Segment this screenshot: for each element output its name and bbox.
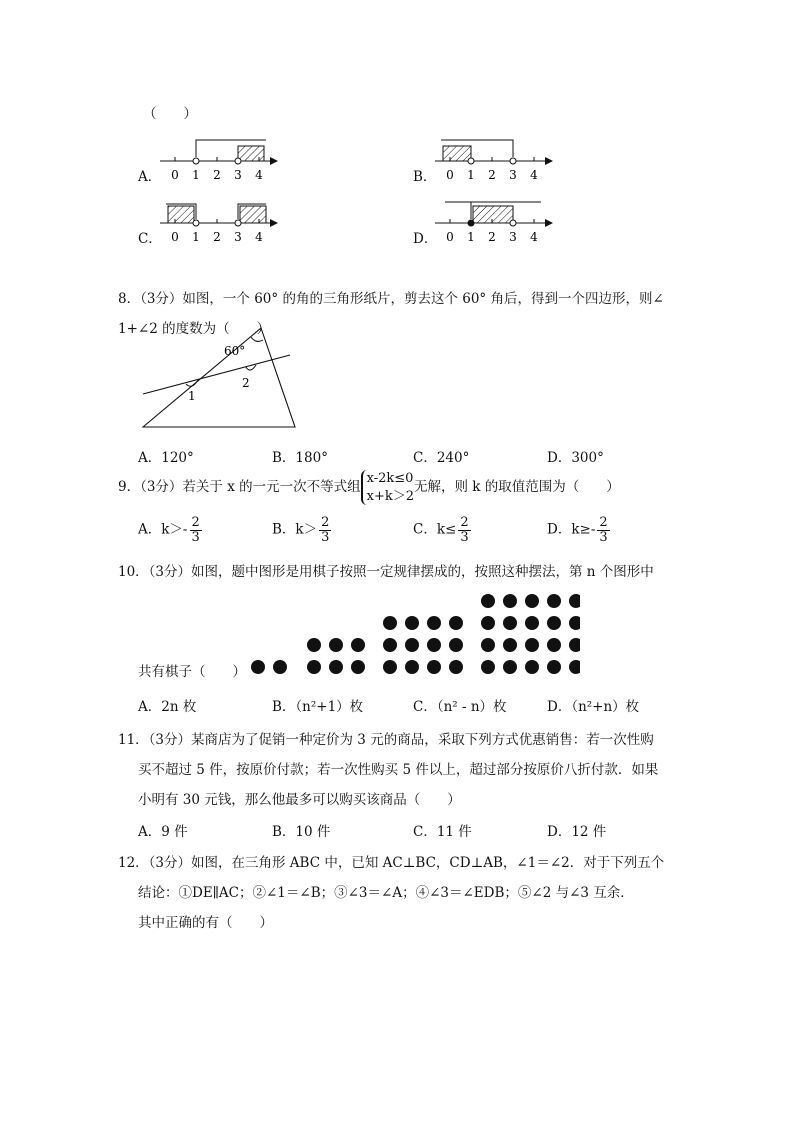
- angle-2-label: 2: [242, 376, 250, 390]
- q12-stem: [118, 848, 678, 938]
- option-relation: k＞: [295, 521, 318, 538]
- chess-piece-4: [547, 594, 561, 608]
- chess-piece-4: [569, 616, 580, 630]
- q10-option-d[interactable]: D．（n²+n）枚: [547, 699, 640, 715]
- chess-piece-4: [503, 594, 517, 608]
- chess-piece-3: [427, 638, 441, 652]
- chess-piece-4: [547, 616, 561, 630]
- option-letter: B．: [272, 521, 296, 538]
- tick-label: 3: [509, 168, 517, 182]
- tick-label: 3: [509, 230, 517, 244]
- q10-option-a[interactable]: A．2n 枚: [138, 699, 197, 715]
- q7-option-d-number-line: [435, 194, 560, 254]
- chess-piece-2: [307, 638, 321, 652]
- q7-option-b-number-line: [435, 132, 560, 192]
- q9-stem: [118, 470, 620, 505]
- q8-option-d[interactable]: D．300°: [547, 450, 604, 466]
- fraction: $\frac{2}{3}$: [321, 515, 330, 545]
- option-letter: A．: [138, 521, 162, 538]
- q7-option-d-letter[interactable]: D．: [413, 231, 438, 247]
- chess-piece-2: [329, 638, 343, 652]
- q10-chess-pattern-figure: [250, 593, 580, 678]
- tick-label: 1: [192, 230, 200, 244]
- q10-line-1: 10．（3分）如图，题中图形是用棋子按照一定规律摆成的，按照这种摆法，第 n 个图形中: [118, 564, 654, 580]
- chess-piece-3: [383, 660, 397, 674]
- q11-option-c[interactable]: C．11 件: [413, 824, 472, 840]
- chess-piece-4: [503, 660, 517, 674]
- chess-piece-4: [547, 638, 561, 652]
- q9-option-b[interactable]: [272, 516, 331, 544]
- tick-label: 1: [467, 230, 475, 244]
- chess-piece-1: [273, 660, 287, 674]
- angle-1-label: 1: [188, 389, 196, 403]
- chess-piece-4: [481, 660, 495, 674]
- tick-label: 0: [171, 230, 179, 244]
- chess-piece-4: [525, 616, 539, 630]
- chess-piece-3: [427, 660, 441, 674]
- tick-label: 4: [255, 230, 263, 244]
- q9-prefix: 9．（3分）若关于 x 的一元一次不等式组: [118, 479, 361, 496]
- q7-option-a-letter[interactable]: A．: [138, 169, 162, 185]
- q10-option-c[interactable]: C．（n² - n）枚: [413, 699, 507, 715]
- chess-piece-2: [351, 638, 365, 652]
- q8-option-a[interactable]: A．120°: [138, 450, 194, 466]
- q11-option-b[interactable]: B．10 件: [272, 824, 331, 840]
- q8-triangle-figure: [138, 320, 298, 432]
- chess-piece-3: [427, 616, 441, 630]
- tick-label: 2: [213, 168, 221, 182]
- angle-60-label: 60°: [224, 344, 246, 358]
- fraction: $\frac{2}{3}$: [599, 515, 608, 545]
- q12-line-3: 其中正确的有（ ）: [138, 915, 273, 931]
- q10-option-b[interactable]: B．（n²+1）枚: [272, 699, 364, 715]
- option-relation: k≤: [436, 521, 457, 538]
- tick-label: 2: [213, 230, 221, 244]
- option-relation: k＞-: [161, 521, 188, 538]
- q7-option-c-letter[interactable]: C．: [138, 231, 162, 247]
- q11-line-3: 小明有 30 元钱，那么他最多可以购买该商品（ ）: [138, 792, 461, 808]
- q8-option-c[interactable]: C．240°: [413, 450, 470, 466]
- q7-option-b-letter[interactable]: B．: [413, 169, 437, 185]
- chess-piece-4: [525, 638, 539, 652]
- chess-piece-4: [503, 616, 517, 630]
- q9-option-a[interactable]: [138, 516, 202, 544]
- fraction: $\frac{2}{3}$: [191, 515, 200, 545]
- chess-piece-4: [569, 594, 580, 608]
- chess-piece-2: [329, 660, 343, 674]
- fraction: $\frac{2}{3}$: [460, 515, 469, 545]
- tick-label: 1: [192, 168, 200, 182]
- q10-line-2: 共有棋子（ ）: [138, 664, 246, 680]
- q9-option-c[interactable]: [413, 516, 471, 544]
- chess-piece-3: [449, 660, 463, 674]
- chess-piece-4: [525, 594, 539, 608]
- chess-piece-3: [405, 638, 419, 652]
- tick-label: 4: [255, 168, 263, 182]
- q11-option-d[interactable]: D．12 件: [547, 824, 607, 840]
- chess-piece-3: [449, 638, 463, 652]
- chess-piece-3: [405, 660, 419, 674]
- q11-line-1: 11．（3分）某商店为了促销一种定价为 3 元的商品，采取下列方式优惠销售：若一次性购: [118, 732, 654, 748]
- chess-piece-4: [569, 660, 580, 674]
- tick-label: 3: [234, 230, 242, 244]
- chess-piece-4: [503, 638, 517, 652]
- chess-piece-4: [525, 660, 539, 674]
- option-letter: C．: [413, 521, 437, 538]
- chess-piece-3: [405, 616, 419, 630]
- chess-piece-4: [481, 616, 495, 630]
- option-relation: k≥-: [571, 521, 596, 538]
- q7-option-a-number-line: [160, 132, 285, 192]
- tick-label: 2: [488, 230, 496, 244]
- tick-label: 0: [171, 168, 179, 182]
- chess-piece-3: [383, 638, 397, 652]
- q12-line-1: 12．（3分）如图，在三角形 ABC 中，已知 AC⊥BC，CD⊥AB，∠1＝∠2．对于下列五个: [118, 855, 665, 871]
- q7-answer-blank: （ ）: [143, 106, 197, 122]
- tick-label: 3: [234, 168, 242, 182]
- q11-option-a[interactable]: A．9 件: [138, 824, 188, 840]
- q8-line-2: 1+∠2 的度数为（ ）: [118, 321, 271, 337]
- q9-suffix: 无解，则 k 的取值范围为（ ）: [414, 479, 620, 496]
- tick-label: 0: [446, 230, 454, 244]
- q12-line-2: 结论：①DE∥AC；②∠1＝∠B；③∠3＝∠A；④∠3＝∠EDB；⑤∠2 与∠3 互余．: [138, 885, 634, 901]
- chess-piece-4: [547, 660, 561, 674]
- q8-line-1: 8．（3分）如图，一个 60° 的角的三角形纸片，剪去这个 60° 角后，得到一个四边形，则∠: [118, 291, 664, 307]
- q9-option-d[interactable]: [547, 516, 610, 544]
- tick-label: 4: [530, 230, 538, 244]
- tick-label: 4: [530, 168, 538, 182]
- chess-piece-3: [383, 616, 397, 630]
- q8-option-b[interactable]: B．180°: [272, 450, 328, 466]
- chess-piece-2: [307, 660, 321, 674]
- q9-inequality-1: x-2k≤0: [366, 471, 414, 486]
- option-letter: D．: [547, 521, 572, 538]
- chess-piece-4: [569, 638, 580, 652]
- chess-piece-4: [481, 594, 495, 608]
- tick-label: 1: [467, 168, 475, 182]
- chess-piece-1: [251, 660, 265, 674]
- tick-label: 0: [446, 168, 454, 182]
- chess-piece-3: [449, 616, 463, 630]
- chess-piece-2: [351, 660, 365, 674]
- q9-inequality-2: x+k＞2: [366, 488, 414, 504]
- q9-inequality-system: [361, 470, 414, 505]
- q7-option-c-number-line: [160, 194, 285, 254]
- chess-piece-4: [481, 638, 495, 652]
- q11-stem: [118, 725, 678, 815]
- q11-line-2: 买不超过 5 件，按原价付款；若一次性购买 5 件以上，超过部分按原价八折付款．如果: [138, 762, 659, 778]
- tick-label: 2: [488, 168, 496, 182]
